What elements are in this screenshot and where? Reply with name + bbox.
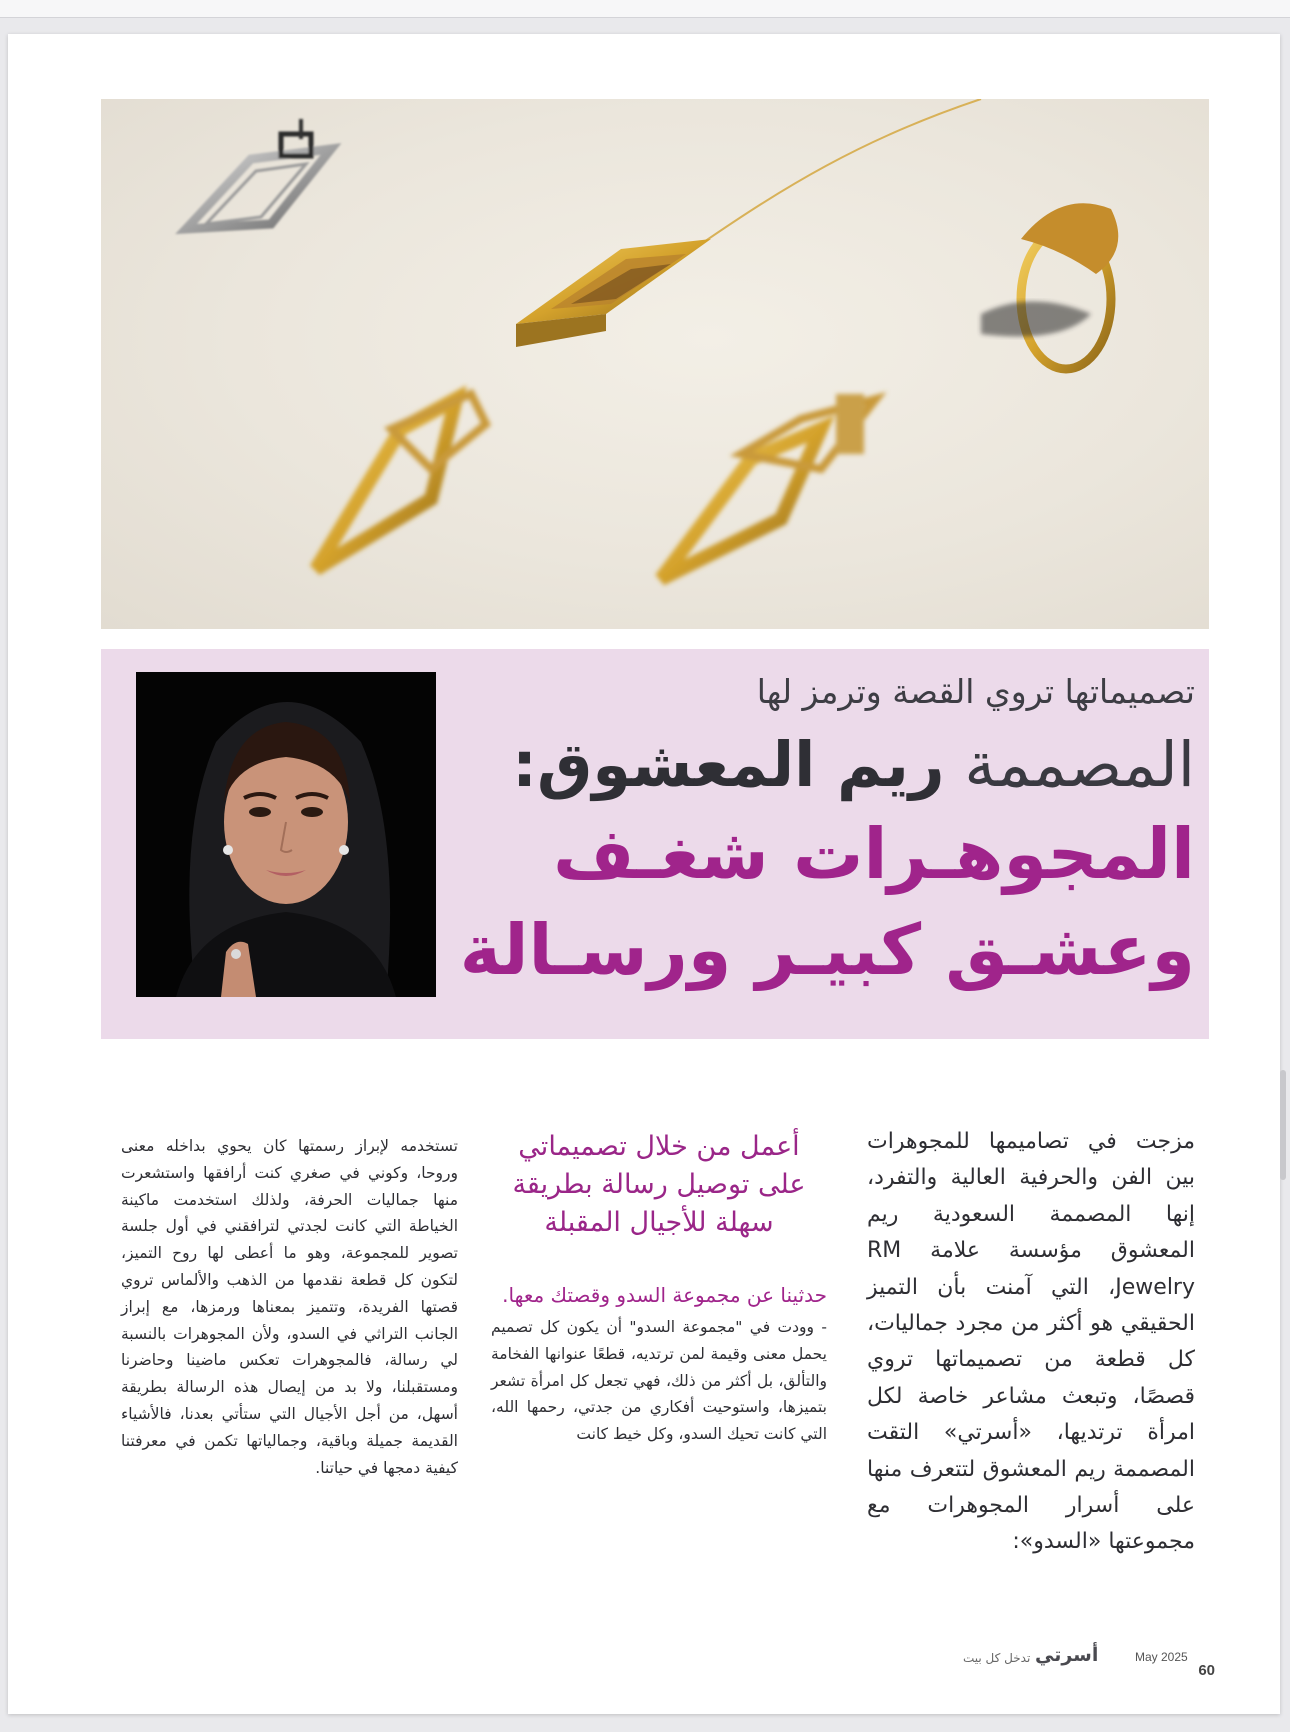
page-number: 60 [1198, 1662, 1215, 1679]
headline-prefix: المصممة [964, 728, 1195, 801]
headline-designer-name: ريم المعشوق: [512, 728, 945, 801]
article-kicker: تصميماتها تروي القصة وترمز لها [756, 672, 1195, 711]
gold-earrings-pair [316, 394, 876, 579]
headline-designer [450, 724, 1195, 806]
interview-question: حدثينا عن مجموعة السدو وقصتك معها. [502, 1283, 827, 1307]
designer-portrait-photo [136, 672, 436, 997]
gold-pendant [516, 239, 711, 347]
intro-column: مزجت في تصاميمها للمجوهرات بين الفن والحرفية العالية والتفرد، إنها المصممة السعودية ريم المعشوق مؤسسة علامة RM Jewelry، التي آمنت بأن التميز الحقيقي هو أكثر من مجرد جماليات، كل قطعة من تصميماتها تروي قصصًا، وتبعث مشاعر خاصة لكل امرأة ترتديها، «أسرتي» التقت المصممة ريم المعشوق لتتعرف منها على أسرار المجوهرات مع مجموعتها «السدو»: [867, 1129, 1195, 1555]
magazine-tagline: تدخل كل بيت [963, 1651, 1031, 1665]
page-footer [955, 1644, 1215, 1700]
headline-line-3: وعشـق كبيـر ورسـالة [459, 909, 1195, 991]
interview-answer: - وودت في "مجموعة السدو" أن يكون كل تصميم يحمل معنى وقيمة لمن ترتديه، قطعًا عنوانها الفخامة والتألق، بل أكثر من ذلك، فهي تجعل كل امرأة تشعر بتميزها، واستوحيت أفكاري من جدتي، رحمها الله، التي كانت تحيك السدو، وكل خيط كانت [491, 1318, 827, 1444]
headline-line-2: المجوهـرات شغـف [553, 813, 1195, 895]
jewelry-hero-image [101, 99, 1209, 629]
magazine-logo: أسرتي [1035, 1644, 1099, 1666]
silver-earring [186, 119, 331, 229]
pull-quote: أعمل من خلال تصميماتي على توصيل رسالة بطريقة سهلة للأجيال المقبلة [512, 1131, 806, 1238]
previous-page-edge [0, 0, 1290, 18]
scrollbar-thumb[interactable] [1280, 1070, 1286, 1180]
gold-ring [981, 203, 1118, 369]
middle-column [491, 1128, 827, 1448]
continuation-column: تستخدمه لإبراز رسمتها كان يحوي بداخله معنى وروحا، وكوني في صغري كنت أرافقها واستشعرت منها جماليات الحرفة، ولذلك استخدمت ماكينة الخياطة التي كانت لجدتي لترافقني في أول جلسة تصوير للمجموعة، وهو ما أعطى لها روح التميز، لتكون كل قطعة نقدمها من الذهب والألماس تروي قصتها الفريدة، وتتميز بمعناها ورمزها، مع إبراز الجانب التراثي في السدو، ولأن المجوهرات بالنسبة لي رسالة، فالمجوهرات تعكس ماضينا وحاضرنا ومستقبلنا، ولا بد من إيصال هذه الرسالة بطريقة أسهل، من أجل الأجيال التي ستأتي بعدنا، فالأشياء القديمة جميلة وباقية، وجمالياتها تكمن في معرفتنا كيفية دمجها في حياتنا. [121, 1137, 458, 1477]
article-titles [450, 668, 1195, 998]
issue-date: May 2025 [1135, 1650, 1188, 1664]
